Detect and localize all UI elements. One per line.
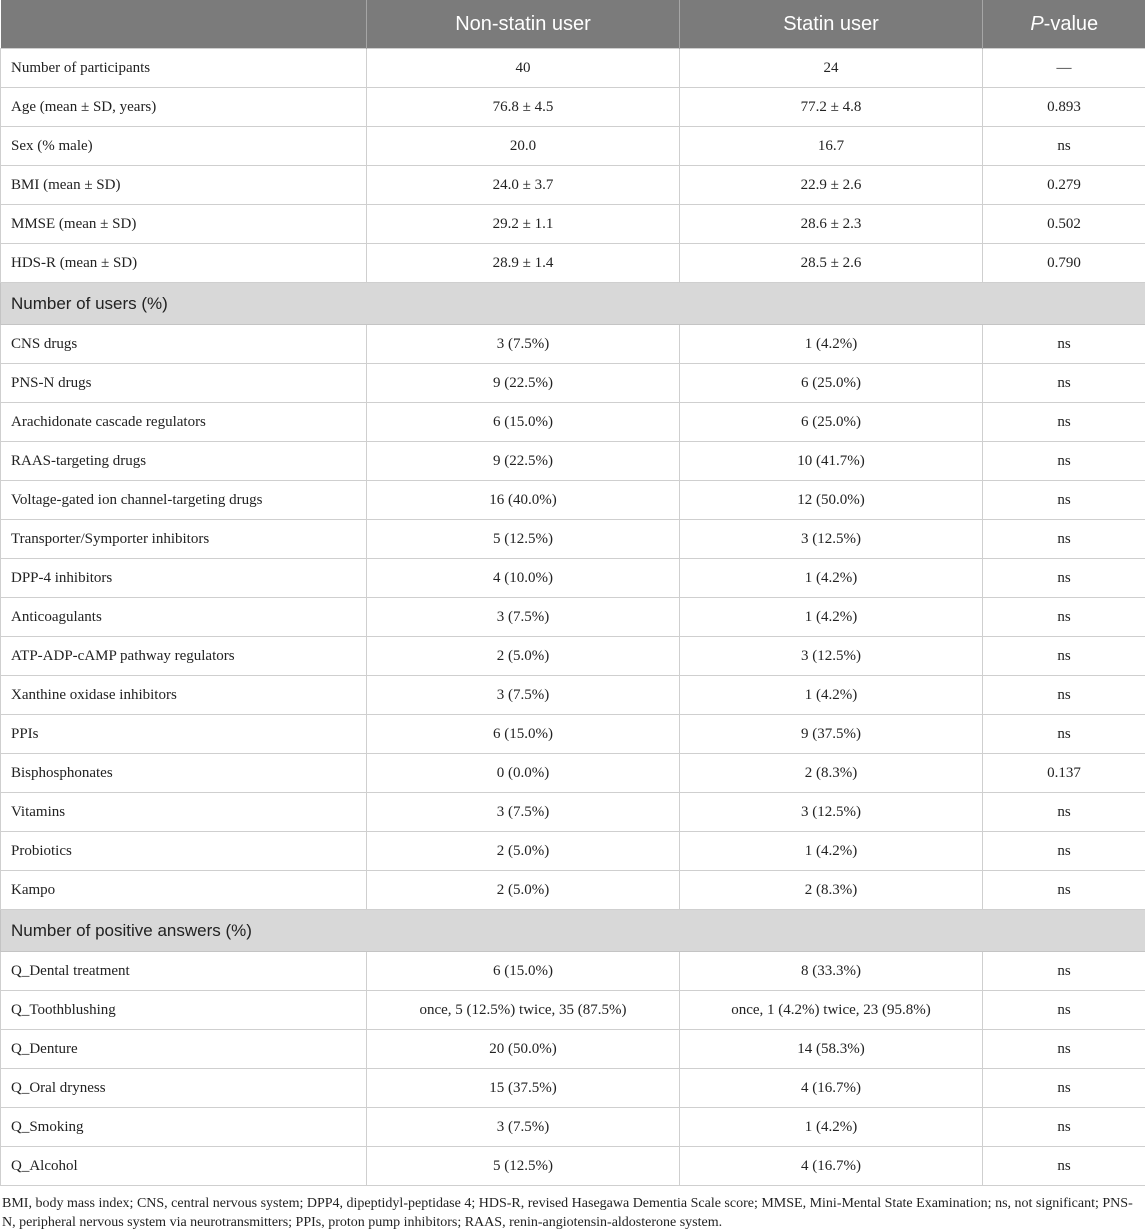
nonstatin-value: 3 (7.5%) xyxy=(367,676,680,715)
table-row xyxy=(1,88,1145,127)
row-label: BMI (mean ± SD) xyxy=(1,166,367,205)
row-label: RAAS-targeting drugs xyxy=(1,442,367,481)
statin-value: 1 (4.2%) xyxy=(680,598,983,637)
p-value: ns xyxy=(983,481,1145,520)
header-row xyxy=(1,0,1145,49)
table-row xyxy=(1,754,1145,793)
nonstatin-value: 3 (7.5%) xyxy=(367,598,680,637)
table-row xyxy=(1,1030,1145,1069)
table-row xyxy=(1,127,1145,166)
statin-value: 1 (4.2%) xyxy=(680,676,983,715)
table-row xyxy=(1,715,1145,754)
table-row xyxy=(1,403,1145,442)
row-label: MMSE (mean ± SD) xyxy=(1,205,367,244)
row-label: Kampo xyxy=(1,871,367,910)
nonstatin-value: 4 (10.0%) xyxy=(367,559,680,598)
header-p-italic: P xyxy=(1030,13,1043,35)
statin-value: 1 (4.2%) xyxy=(680,1108,983,1147)
nonstatin-value: 3 (7.5%) xyxy=(367,1108,680,1147)
nonstatin-value: 0 (0.0%) xyxy=(367,754,680,793)
nonstatin-value: 3 (7.5%) xyxy=(367,793,680,832)
table-row xyxy=(1,49,1145,88)
nonstatin-value: 40 xyxy=(367,49,680,88)
statin-value: 2 (8.3%) xyxy=(680,871,983,910)
table-body xyxy=(1,49,1145,1186)
p-value: ns xyxy=(983,637,1145,676)
statin-value: 3 (12.5%) xyxy=(680,793,983,832)
table-row xyxy=(1,637,1145,676)
row-label: Q_Alcohol xyxy=(1,1147,367,1186)
nonstatin-value: 24.0 ± 3.7 xyxy=(367,166,680,205)
p-value: ns xyxy=(983,676,1145,715)
statin-value: 77.2 ± 4.8 xyxy=(680,88,983,127)
row-label: Vitamins xyxy=(1,793,367,832)
row-label: Q_Dental treatment xyxy=(1,952,367,991)
section-row xyxy=(1,910,1145,952)
section-label: Number of positive answers (%) xyxy=(1,910,1145,952)
table-row xyxy=(1,1108,1145,1147)
row-label: PPIs xyxy=(1,715,367,754)
table-row xyxy=(1,676,1145,715)
p-value: ns xyxy=(983,1030,1145,1069)
statin-value: 6 (25.0%) xyxy=(680,364,983,403)
p-value: ns xyxy=(983,832,1145,871)
p-value: ns xyxy=(983,1147,1145,1186)
table-row xyxy=(1,205,1145,244)
p-value: ns xyxy=(983,952,1145,991)
p-value: 0.137 xyxy=(983,754,1145,793)
table-header xyxy=(1,0,1145,49)
table-row xyxy=(1,364,1145,403)
table-row xyxy=(1,991,1145,1030)
p-value: ns xyxy=(983,364,1145,403)
nonstatin-value: 76.8 ± 4.5 xyxy=(367,88,680,127)
row-label: ATP-ADP-cAMP pathway regulators xyxy=(1,637,367,676)
p-value: 0.279 xyxy=(983,166,1145,205)
table-row xyxy=(1,1069,1145,1108)
row-label: Q_Oral dryness xyxy=(1,1069,367,1108)
nonstatin-value: 5 (12.5%) xyxy=(367,1147,680,1186)
statin-value: 8 (33.3%) xyxy=(680,952,983,991)
p-value: ns xyxy=(983,598,1145,637)
nonstatin-value: 3 (7.5%) xyxy=(367,325,680,364)
statin-value: 1 (4.2%) xyxy=(680,559,983,598)
table-row xyxy=(1,598,1145,637)
table-row xyxy=(1,325,1145,364)
nonstatin-value: 6 (15.0%) xyxy=(367,403,680,442)
nonstatin-value: once, 5 (12.5%) twice, 35 (87.5%) xyxy=(367,991,680,1030)
header-p-rest: -value xyxy=(1044,13,1098,35)
row-label: Q_Smoking xyxy=(1,1108,367,1147)
table-row xyxy=(1,952,1145,991)
p-value: ns xyxy=(983,715,1145,754)
row-label: Transporter/Symporter inhibitors xyxy=(1,520,367,559)
statin-value: 1 (4.2%) xyxy=(680,325,983,364)
row-label: Bisphosphonates xyxy=(1,754,367,793)
row-label: Anticoagulants xyxy=(1,598,367,637)
statin-value: 9 (37.5%) xyxy=(680,715,983,754)
row-label: Sex (% male) xyxy=(1,127,367,166)
table-row xyxy=(1,166,1145,205)
table-footnote: BMI, body mass index; CNS, central nervous system; DPP4, dipeptidyl-peptidase 4; HDS-R, revised Hasegawa Dementia Scale score; MMSE, Mini-Mental State Examination; ns, not significant; PNS-N, peripheral nervous system via neurotransmitters; PPIs, proton pump inhibitors; RAAS, renin-angiotensin-aldosterone system. xyxy=(0,1186,1145,1232)
row-label: Arachidonate cascade regulators xyxy=(1,403,367,442)
statin-value: once, 1 (4.2%) twice, 23 (95.8%) xyxy=(680,991,983,1030)
statin-value: 4 (16.7%) xyxy=(680,1069,983,1108)
statin-value: 1 (4.2%) xyxy=(680,832,983,871)
statin-value: 3 (12.5%) xyxy=(680,520,983,559)
row-label: Voltage-gated ion channel-targeting drugs xyxy=(1,481,367,520)
p-value: ns xyxy=(983,520,1145,559)
statin-value: 4 (16.7%) xyxy=(680,1147,983,1186)
p-value: ns xyxy=(983,127,1145,166)
nonstatin-value: 6 (15.0%) xyxy=(367,952,680,991)
statin-value: 16.7 xyxy=(680,127,983,166)
table-row xyxy=(1,244,1145,283)
header-nonstatin: Non-statin user xyxy=(367,0,680,49)
nonstatin-value: 29.2 ± 1.1 xyxy=(367,205,680,244)
p-value: ns xyxy=(983,793,1145,832)
p-value: ns xyxy=(983,403,1145,442)
table-row xyxy=(1,832,1145,871)
p-value: 0.893 xyxy=(983,88,1145,127)
header-blank xyxy=(1,0,367,49)
statin-value: 28.5 ± 2.6 xyxy=(680,244,983,283)
nonstatin-value: 2 (5.0%) xyxy=(367,871,680,910)
nonstatin-value: 20 (50.0%) xyxy=(367,1030,680,1069)
table-row xyxy=(1,481,1145,520)
row-label: PNS-N drugs xyxy=(1,364,367,403)
row-label: Q_Toothblushing xyxy=(1,991,367,1030)
nonstatin-value: 2 (5.0%) xyxy=(367,832,680,871)
row-label: DPP-4 inhibitors xyxy=(1,559,367,598)
nonstatin-value: 20.0 xyxy=(367,127,680,166)
p-value: ns xyxy=(983,1069,1145,1108)
nonstatin-value: 6 (15.0%) xyxy=(367,715,680,754)
statin-value: 2 (8.3%) xyxy=(680,754,983,793)
p-value: 0.502 xyxy=(983,205,1145,244)
table-row xyxy=(1,442,1145,481)
row-label: HDS-R (mean ± SD) xyxy=(1,244,367,283)
statin-value: 14 (58.3%) xyxy=(680,1030,983,1069)
nonstatin-value: 16 (40.0%) xyxy=(367,481,680,520)
table-row xyxy=(1,1147,1145,1186)
statin-value: 10 (41.7%) xyxy=(680,442,983,481)
section-label: Number of users (%) xyxy=(1,283,1145,325)
row-label: Number of participants xyxy=(1,49,367,88)
header-pvalue xyxy=(983,0,1145,49)
table-row xyxy=(1,793,1145,832)
row-label: Q_Denture xyxy=(1,1030,367,1069)
statin-value: 28.6 ± 2.3 xyxy=(680,205,983,244)
p-value: ns xyxy=(983,1108,1145,1147)
header-statin: Statin user xyxy=(680,0,983,49)
p-value: ns xyxy=(983,559,1145,598)
nonstatin-value: 5 (12.5%) xyxy=(367,520,680,559)
p-value: ns xyxy=(983,325,1145,364)
p-value: — xyxy=(983,49,1145,88)
section-row xyxy=(1,283,1145,325)
table-row xyxy=(1,559,1145,598)
nonstatin-value: 9 (22.5%) xyxy=(367,364,680,403)
table-row xyxy=(1,520,1145,559)
row-label: Age (mean ± SD, years) xyxy=(1,88,367,127)
statin-value: 12 (50.0%) xyxy=(680,481,983,520)
statin-value: 24 xyxy=(680,49,983,88)
p-value: ns xyxy=(983,871,1145,910)
row-label: Xanthine oxidase inhibitors xyxy=(1,676,367,715)
nonstatin-value: 28.9 ± 1.4 xyxy=(367,244,680,283)
row-label: CNS drugs xyxy=(1,325,367,364)
nonstatin-value: 2 (5.0%) xyxy=(367,637,680,676)
statin-value: 22.9 ± 2.6 xyxy=(680,166,983,205)
statin-value: 3 (12.5%) xyxy=(680,637,983,676)
statin-value: 6 (25.0%) xyxy=(680,403,983,442)
table-row xyxy=(1,871,1145,910)
p-value: ns xyxy=(983,991,1145,1030)
row-label: Probiotics xyxy=(1,832,367,871)
p-value: ns xyxy=(983,442,1145,481)
nonstatin-value: 15 (37.5%) xyxy=(367,1069,680,1108)
nonstatin-value: 9 (22.5%) xyxy=(367,442,680,481)
p-value: 0.790 xyxy=(983,244,1145,283)
